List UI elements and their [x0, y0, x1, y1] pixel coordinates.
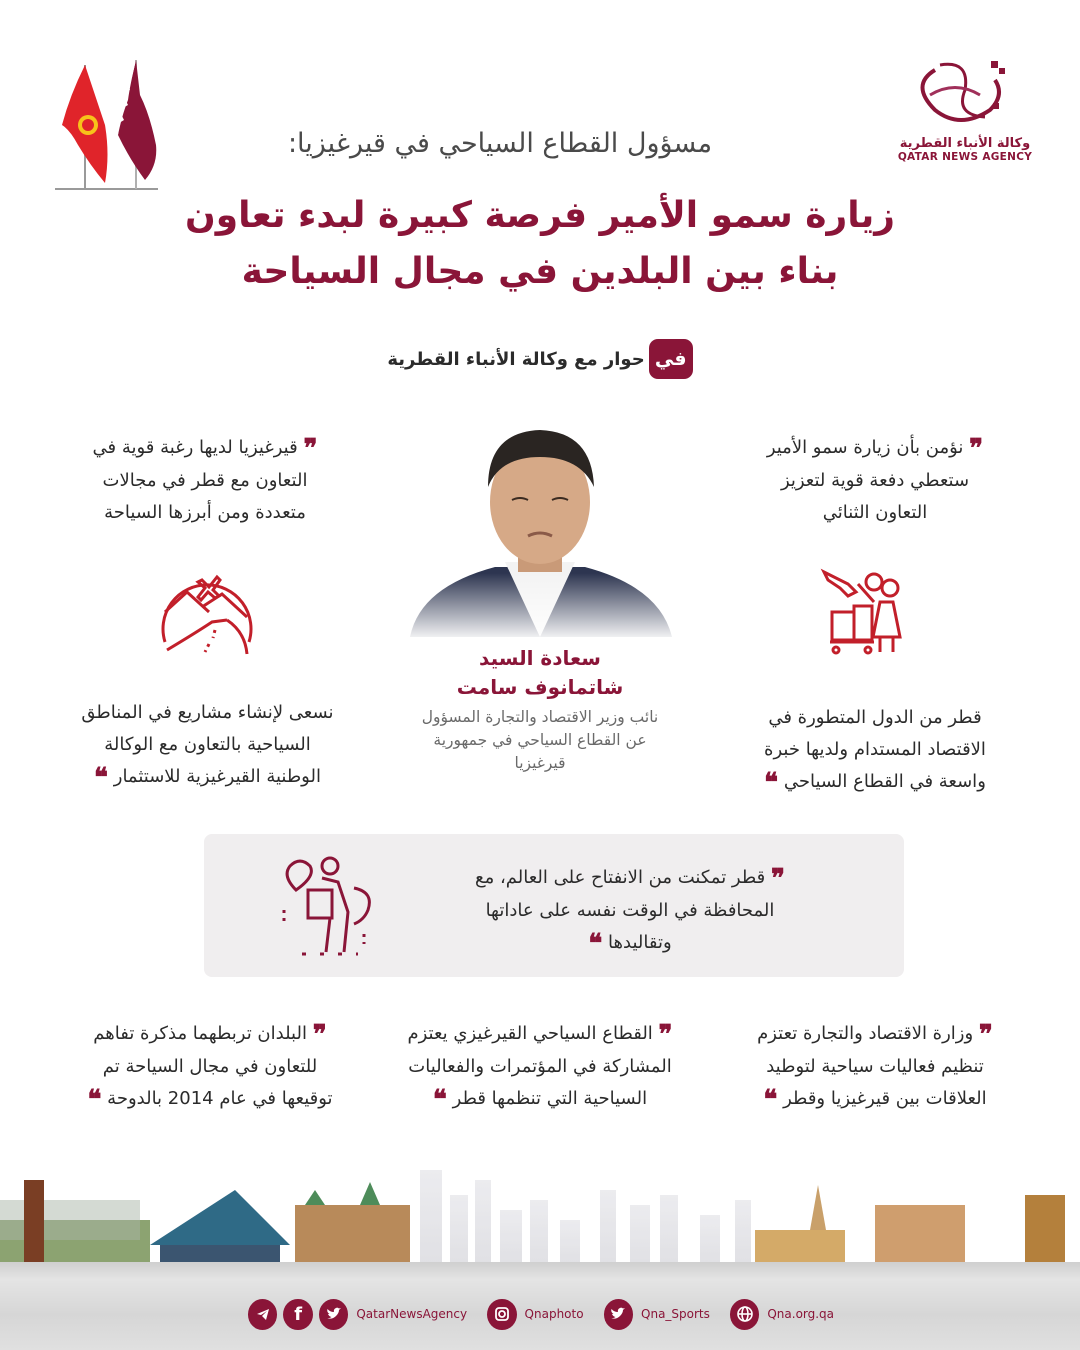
subtitle: مسؤول القطاع السياحي في قيرغيزيا:	[287, 128, 713, 159]
interview-badge: في	[649, 339, 693, 379]
official-photo	[400, 412, 680, 642]
open-quote-icon: ❞	[770, 864, 785, 894]
close-quote-icon: ❝	[94, 763, 109, 793]
open-quote-icon: ❞	[312, 1020, 327, 1050]
close-quote-icon: ❝	[432, 1085, 447, 1115]
quote-mid-right: قطر من الدول المتطورة في الاقتصاد المستدام ولديها خبرة واسعة في القطاع السياحي ❝	[764, 707, 986, 798]
quote-top-left: ❞ قيرغيزيا لديها رغبة قوية في التعاون مع قطر في مجالات متعددة ومن أبرزها السياحة	[92, 434, 318, 523]
landmarks-skyline	[0, 1150, 1080, 1280]
instagram-icon[interactable]	[487, 1299, 516, 1330]
globe-icon[interactable]	[730, 1299, 759, 1330]
title-line-1: زيارة سمو الأمير فرصة كبيرة لبدء تعاون	[185, 195, 895, 236]
twitter-icon[interactable]	[319, 1299, 348, 1330]
mountain-road-plane-icon	[157, 562, 257, 657]
official-title: سعادة السيد	[479, 646, 601, 670]
twitter-icon[interactable]	[604, 1299, 633, 1330]
qna-logo	[880, 55, 1050, 185]
logo-english-text: QATAR NEWS AGENCY	[897, 151, 1033, 163]
telegram-icon[interactable]	[248, 1299, 277, 1330]
interview-label	[370, 338, 710, 380]
qatar-flag	[116, 60, 156, 180]
quote-bottom-center: ❞ القطاع السياحي القيرغيزي يعتزم المشاركة في المؤتمرات والفعاليات السياحية التي تنظمها قطر ❝	[407, 1020, 673, 1115]
social-label-qnaphoto[interactable]: Qnaphoto	[524, 1307, 584, 1321]
travelers-airport-icon	[818, 562, 918, 657]
open-quote-icon: ❞	[303, 434, 318, 464]
official-role: نائب وزير الاقتصاد والتجارة المسؤول عن القطاع السياحي في جمهورية قيرغيزيا	[421, 708, 659, 772]
facebook-icon[interactable]: f	[283, 1299, 312, 1330]
close-quote-icon: ❝	[588, 929, 603, 959]
close-quote-icon: ❝	[87, 1085, 102, 1115]
social-label-website[interactable]: Qna.org.qa	[767, 1307, 835, 1321]
social-label-qatarnewsagency[interactable]: QatarNewsAgency	[356, 1307, 468, 1321]
tourist-map-icon	[278, 852, 378, 960]
logo-arabic-text: وكالة الأنباء القطرية	[899, 136, 1031, 151]
social-label-qna-sports[interactable]: Qna_Sports	[641, 1307, 710, 1321]
flags	[50, 55, 170, 195]
quote-center: ❞ قطر تمكنت من الانفتاح على العالم، مع المحافظة في الوقت نفسه على عاداتها وتقاليدها ❝	[475, 864, 785, 959]
close-quote-icon: ❝	[764, 768, 779, 798]
official-name	[400, 644, 680, 702]
close-quote-icon: ❝	[763, 1085, 778, 1115]
social-links	[248, 1296, 848, 1332]
qna-emblem-icon	[905, 55, 1025, 130]
quote-bottom-right: ❞ وزارة الاقتصاد والتجارة تعتزم تنظيم فعاليات سياحية لتوطيد العلاقات بين قيرغيزيا وقطر ❝	[757, 1020, 993, 1115]
page-title	[170, 188, 910, 300]
open-quote-icon: ❞	[978, 1020, 993, 1050]
open-quote-icon: ❞	[658, 1020, 673, 1050]
open-quote-icon: ❞	[969, 434, 984, 464]
interview-text: حوار مع وكالة الأنباء القطرية	[387, 348, 645, 370]
official-fullname: شاتمانوف سامت	[456, 675, 624, 699]
quote-mid-left: نسعى لإنشاء مشاريع في المناطق السياحية بالتعاون مع الوكالة الوطنية القيرغيزية للاستثمار ❝	[81, 702, 334, 793]
quote-top-right: ❞ نؤمن بأن زيارة سمو الأمير ستعطي دفعة قوية لتعزيز التعاون الثنائي	[766, 434, 984, 523]
title-line-2: بناء بين البلدين في مجال السياحة	[241, 251, 839, 292]
quote-bottom-left: ❞ البلدان تربطهما مذكرة تفاهم للتعاون في مجال السياحة تم توقيعها في عام 2014 بالدوحة ❝	[87, 1020, 333, 1115]
